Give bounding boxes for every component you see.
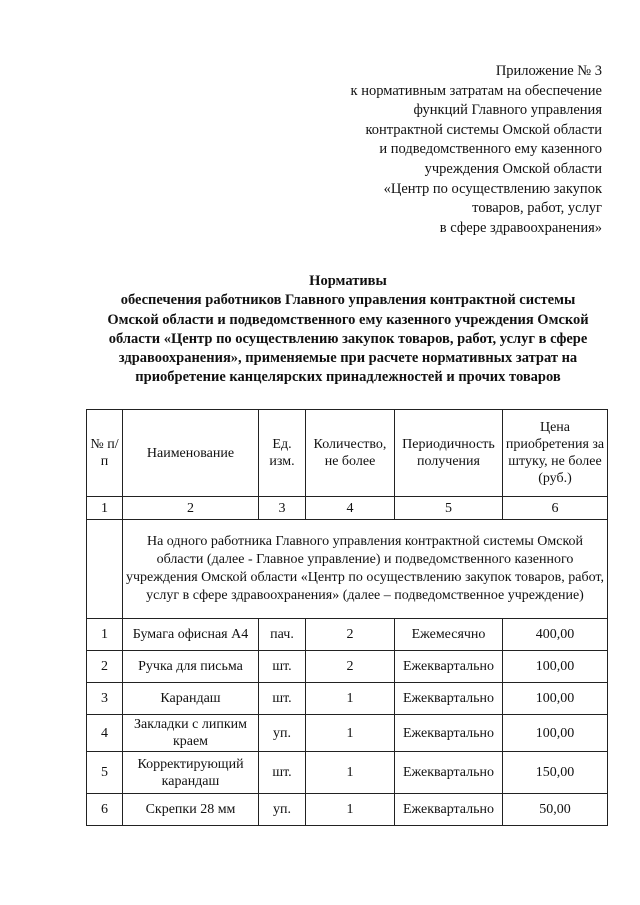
table-row	[87, 752, 608, 794]
title-line: здравоохранения», применяемые при расчете нормативных затрат на	[118, 350, 578, 367]
cell-price: 100,00	[503, 651, 608, 683]
annex-line: функций Главного управления	[413, 102, 602, 119]
title-line: Нормативы	[309, 273, 387, 289]
annex-line: в сфере здравоохранения»	[439, 219, 602, 236]
cell-qty: 1	[306, 794, 395, 826]
title-line: области «Центр по осуществлению закупок товаров, работ, услуг в сфере	[108, 330, 588, 347]
column-number-row	[87, 497, 608, 520]
cell-num: 3	[87, 683, 123, 715]
cell-unit: уп.	[259, 715, 306, 752]
cell-period: Ежеквартально	[395, 683, 503, 715]
cell-period: Ежемесячно	[395, 619, 503, 651]
cell-num: 4	[87, 715, 123, 752]
header-num: № п/п	[87, 410, 123, 497]
column-number: 1	[87, 497, 123, 520]
cell-period: Ежеквартально	[395, 794, 503, 826]
cell-num: 6	[87, 794, 123, 826]
cell-name: Ручка для письма	[123, 651, 259, 683]
cell-qty: 1	[306, 715, 395, 752]
table-row	[87, 619, 608, 651]
cell-name: Корректирующий карандаш	[123, 752, 259, 794]
header-unit: Ед. изм.	[259, 410, 306, 497]
annex-line: товаров, работ, услуг	[472, 200, 602, 217]
title-line: Омской области и подведомственного ему казенного учреждения Омской	[107, 311, 589, 328]
cell-name: Скрепки 28 мм	[123, 794, 259, 826]
norms-table	[86, 409, 608, 826]
cell-unit: пач.	[259, 619, 306, 651]
table-row	[87, 683, 608, 715]
column-number: 6	[503, 497, 608, 520]
group-empty-cell	[87, 520, 123, 619]
header-row	[87, 410, 608, 497]
header-price: Цена приобретения за штуку, не более (руб.)	[503, 410, 608, 497]
cell-price: 400,00	[503, 619, 608, 651]
cell-price: 50,00	[503, 794, 608, 826]
cell-name: Закладки с липким краем	[123, 715, 259, 752]
annex-line: контрактной системы Омской области	[365, 121, 602, 138]
cell-unit: шт.	[259, 752, 306, 794]
cell-unit: шт.	[259, 683, 306, 715]
document-title	[88, 272, 608, 388]
title-line: приобретение канцелярских принадлежностей и прочих товаров	[135, 369, 561, 386]
header-qty: Количество, не более	[306, 410, 395, 497]
title-line: обеспечения работников Главного управления контрактной системы	[120, 292, 576, 309]
cell-period: Ежеквартально	[395, 651, 503, 683]
annex-line: и подведомственного ему казенного	[379, 141, 602, 158]
cell-qty: 2	[306, 619, 395, 651]
header-period: Периодичность получения	[395, 410, 503, 497]
cell-unit: шт.	[259, 651, 306, 683]
cell-unit: уп.	[259, 794, 306, 826]
column-number: 3	[259, 497, 306, 520]
annex-line: учреждения Омской области	[424, 160, 602, 177]
annex-line: к нормативным затратам на обеспечение	[350, 82, 602, 99]
cell-price: 100,00	[503, 715, 608, 752]
annex-line: Приложение № 3	[495, 63, 602, 79]
table-row	[87, 794, 608, 826]
cell-qty: 1	[306, 683, 395, 715]
cell-period: Ежеквартально	[395, 715, 503, 752]
table-row	[87, 651, 608, 683]
cell-period: Ежеквартально	[395, 752, 503, 794]
column-number: 5	[395, 497, 503, 520]
cell-num: 2	[87, 651, 123, 683]
cell-qty: 1	[306, 752, 395, 794]
annex-line: «Центр по осуществлению закупок	[383, 180, 602, 197]
annex-note	[302, 62, 602, 238]
cell-price: 100,00	[503, 683, 608, 715]
header-name: Наименование	[123, 410, 259, 497]
cell-name: Бумага офисная А4	[123, 619, 259, 651]
cell-num: 1	[87, 619, 123, 651]
cell-qty: 2	[306, 651, 395, 683]
cell-price: 150,00	[503, 752, 608, 794]
group-row	[87, 520, 608, 619]
cell-name: Карандаш	[123, 683, 259, 715]
table-row	[87, 715, 608, 752]
column-number: 4	[306, 497, 395, 520]
group-description: На одного работника Главного управления контрактной системы Омской области (далее - Главное управление) и подведомственного казенного учреждения Омской области «Центр по осуществлению закупок товаров, работ, услуг в сфере здравоохранения» (далее – подведомственное учреждение)	[123, 520, 608, 619]
cell-num: 5	[87, 752, 123, 794]
column-number: 2	[123, 497, 259, 520]
